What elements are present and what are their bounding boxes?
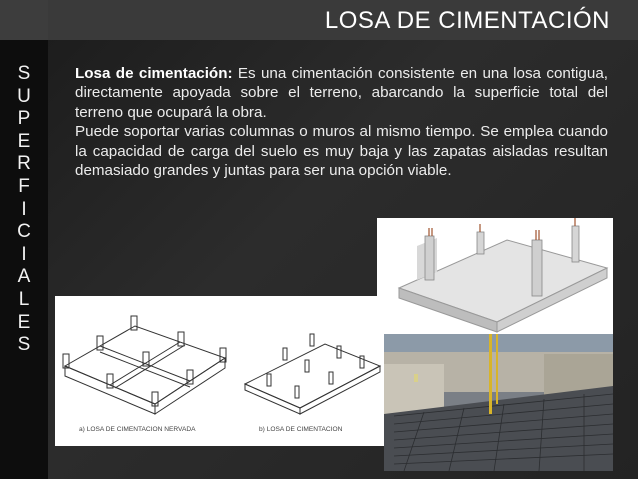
- title-bar: [48, 0, 638, 40]
- vertical-letter: S: [17, 63, 31, 84]
- vertical-letter: I: [21, 198, 27, 220]
- sidebar-top-strip: [0, 0, 48, 40]
- construction-photo-drawing: [384, 334, 613, 471]
- term-label: Losa de cimentación:: [75, 65, 233, 82]
- vertical-letter: E: [17, 311, 31, 333]
- vertical-word: [0, 63, 48, 357]
- body-text: [75, 64, 608, 180]
- definition-text: Es una cimentación consistente en una losa contigua, directamente apoyada sobre el terreno, abarcando la superficie total del terreno que ocupará la obra.: [75, 65, 608, 121]
- definition-paragraph: [75, 64, 608, 122]
- vertical-letter: U: [17, 85, 31, 107]
- vertical-letter: I: [21, 243, 27, 265]
- slab-3d-drawing: [377, 218, 613, 334]
- caption-ribbed: a) LOSA DE CIMENTACION NERVADA: [79, 426, 196, 433]
- vertical-letter: C: [17, 221, 31, 243]
- ribbed-slab-drawing: [55, 296, 385, 446]
- sidebar: [0, 0, 48, 479]
- vertical-letter: F: [18, 175, 30, 197]
- vertical-letter: P: [17, 108, 31, 130]
- foundation-drawings: [55, 296, 385, 446]
- vertical-letter: R: [17, 153, 31, 175]
- caption-slab: b) LOSA DE CIMENTACION: [259, 426, 343, 433]
- page-title: LOSA DE CIMENTACIÓN: [324, 7, 610, 34]
- vertical-letter: S: [17, 334, 31, 356]
- slab-3d-illustration: [377, 218, 613, 334]
- construction-site-photo: [384, 334, 613, 471]
- vertical-letter: A: [17, 266, 31, 288]
- vertical-letter: L: [18, 288, 30, 310]
- usage-paragraph: Puede soportar varias columnas o muros al mismo tiempo. Se emplea cuando la capacidad de carga del suelo es muy baja y las zapatas aisladas resultan demasiado grandes y juntas para ser una opción viable.: [75, 123, 608, 180]
- vertical-letter: E: [17, 130, 31, 152]
